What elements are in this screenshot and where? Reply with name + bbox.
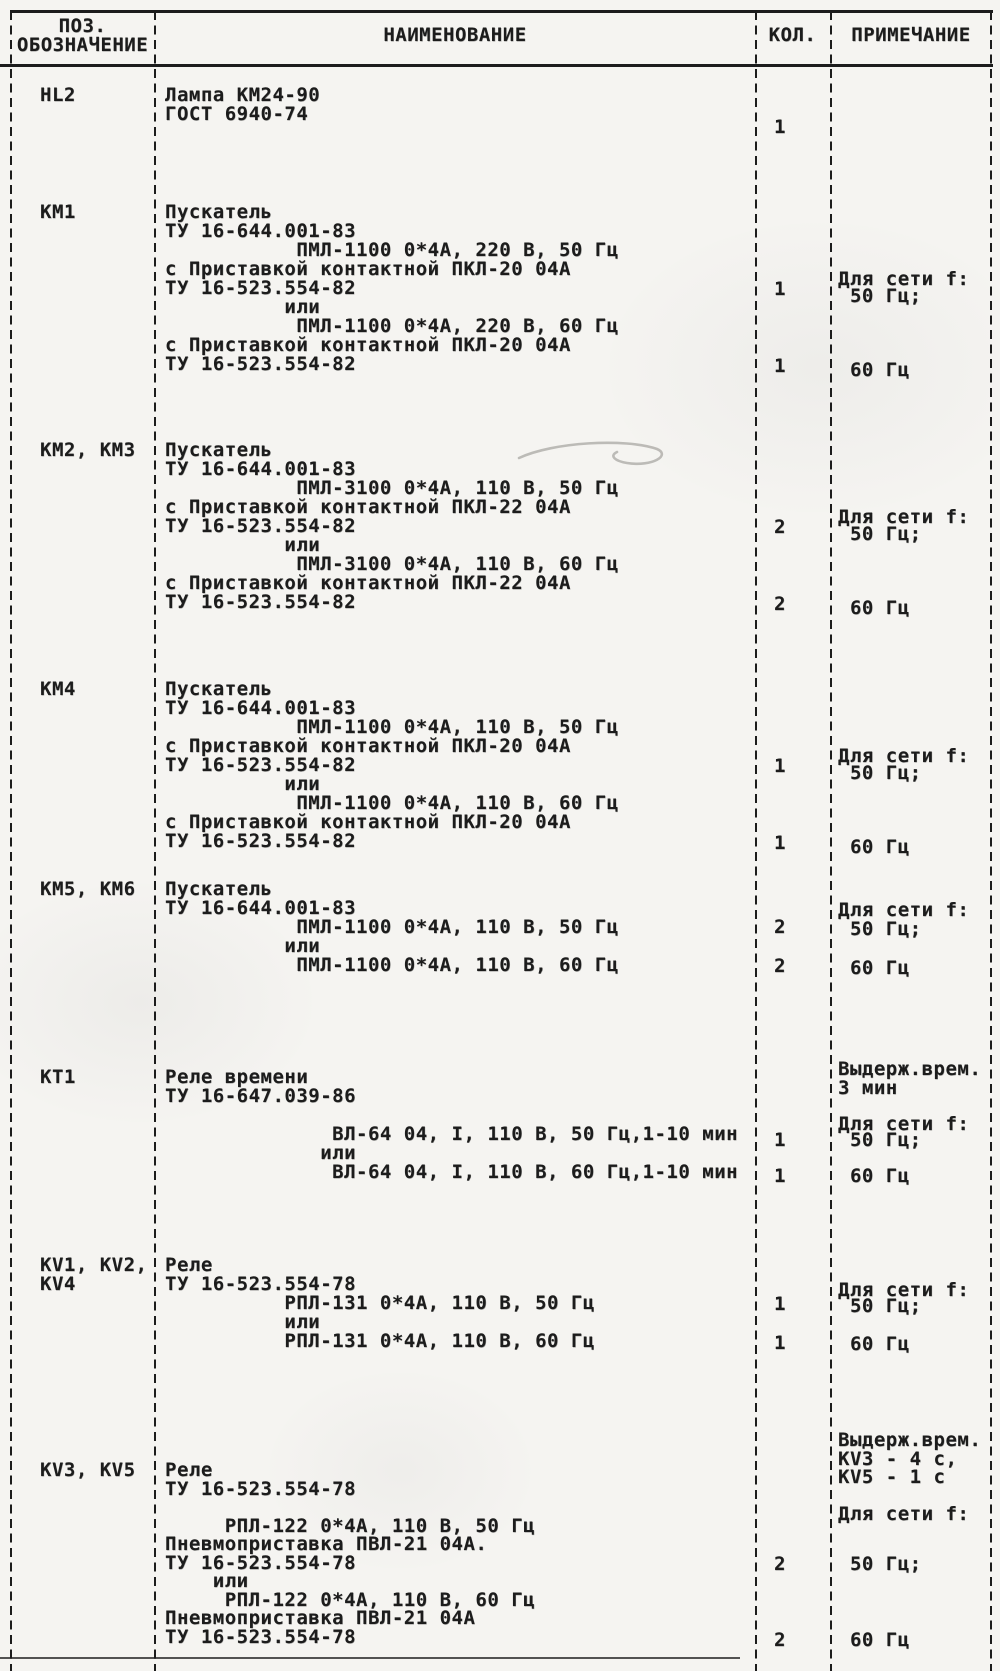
name-line: ТУ 16-523.554-78 [165,1273,357,1295]
name-line: Пускатель [165,678,273,700]
note-line: Выдерж.врем. [838,1058,982,1081]
name-line: ТУ 16-523.554-78 [165,1625,357,1648]
pos-line: KM2, KM3 [40,439,136,461]
header-pos-line1: ПОЗ. [58,15,107,37]
name-line: с Приставкой контактной ПКЛ-20 04А [165,334,571,356]
note-line: Выдерж.врем. [838,1429,982,1452]
note-line: 50 Гц; [838,1553,922,1576]
note-line: KV5 - 1 с [838,1466,946,1489]
name-line: ПМЛ-1100 0*4А, 220 В, 50 Гц [165,239,619,261]
name-line: ТУ 16-523.554-82 [165,353,357,375]
name-line: Пневмоприставка ПВЛ-21 04А [165,1607,476,1629]
note-line: 60 Гц [838,1332,910,1355]
note-line: Для сети f: [838,1503,970,1526]
name-line: с Приставкой контактной ПКЛ-22 04А [165,496,571,518]
header-name: НАИМЕНОВАНИЕ [383,24,527,46]
pencil-mark [505,432,695,482]
pos-line: HL2 [40,84,76,106]
note-line: 50 Гц; [838,917,922,940]
note-line: Для сети f: [838,505,970,528]
name-line: Реле времени [165,1066,309,1088]
note-line: 50 Гц; [838,1128,922,1151]
pos-line: KM4 [40,678,76,700]
name-line: Пневмоприставка ПВЛ-21 04А. [165,1533,488,1555]
qty-value: 2 [774,954,786,977]
name-line: или [165,1311,321,1333]
name-line: РПЛ-122 0*4А, 110 В, 50 Гц [165,1514,536,1537]
note-line: Для сети f: [838,744,970,767]
name-line: ТУ 16-644.001-83 [165,897,357,919]
note-line: 50 Гц; [838,1294,922,1317]
qty-value: 1 [774,1292,786,1315]
name-line: ТУ 16-647.039-86 [165,1085,357,1107]
name-line: ТУ 16-523.554-78 [165,1477,357,1500]
name-line: РПЛ-131 0*4А, 110 В, 60 Гц [165,1330,595,1352]
qty-value: 1 [774,116,786,139]
note-line: 60 Гц [838,956,910,979]
note-line: 60 Гц [838,596,910,619]
qty-value: 2 [774,916,786,938]
name-line: Пускатель [165,439,273,461]
name-line: ПМЛ-3100 0*4А, 110 В, 50 Гц [165,477,619,499]
name-line: ТУ 16-523.554-82 [165,830,357,852]
name-line: или [165,935,321,957]
note-line: Для сети f: [838,267,970,290]
name-line: ВЛ-64 04, I, 110 В, 60 Гц,1-10 мин [165,1161,739,1183]
name-line: с Приставкой контактной ПКЛ-20 04А [165,735,571,757]
name-line: ТУ 16-523.554-78 [165,1551,357,1574]
note-line: Для сети f: [838,1112,970,1135]
name-line: или [165,296,321,318]
name-line: Лампа КМ24-90 [165,84,321,106]
qty-value: 1 [774,354,786,377]
name-line: ТУ 16-644.001-83 [165,458,357,480]
name-line: ВЛ-64 04, I, 110 В, 50 Гц,1-10 мин [165,1123,739,1145]
name-line: ПМЛ-1100 0*4А, 110 В, 60 Гц [165,792,619,814]
qty-value: 2 [774,1629,786,1652]
name-line: ПМЛ-3100 0*4А, 110 В, 60 Гц [165,553,619,575]
name-line: ТУ 16-523.554-82 [165,515,357,537]
name-line: РПЛ-131 0*4А, 110 В, 50 Гц [165,1292,595,1314]
name-line: ТУ 16-523.554-82 [165,277,357,299]
header-note: ПРИМЕЧАНИЕ [851,24,971,46]
name-line: или [165,534,321,556]
name-line: или [165,1142,357,1164]
note-line: Для сети f: [838,1278,970,1301]
pos-line: KM5, KM6 [40,878,136,900]
name-line: ПМЛ-1100 0*4А, 220 В, 60 Гц [165,315,619,337]
pos-line: KT1 [40,1066,76,1088]
pos-line: KV4 [40,1273,76,1295]
name-line: Реле [165,1254,213,1276]
qty-value: 2 [774,515,786,538]
name-line: ТУ 16-523.554-82 [165,591,357,613]
note-line: 50 Гц; [838,761,922,784]
name-line: с Приставкой контактной ПКЛ-20 04А [165,258,571,280]
name-line: или [165,773,321,795]
note-line: Для сети f: [838,898,970,921]
name-line: Пускатель [165,201,273,223]
name-line: с Приставкой контактной ПКЛ-22 04А [165,572,571,594]
name-line: РПЛ-122 0*4А, 110 В, 60 Гц [165,1588,536,1611]
name-line: с Приставкой контактной ПКЛ-20 04А [165,811,571,833]
pos-line: KM1 [40,201,76,223]
header-qty: КОЛ. [768,24,817,46]
qty-value: 1 [774,754,786,777]
note-line: 60 Гц [838,358,910,381]
header-pos-line2: ОБОЗНАЧЕНИЕ [16,34,149,56]
name-line: или [165,1570,249,1592]
name-line: ТУ 16-523.554-82 [165,754,357,776]
note-line: 60 Гц [838,1164,910,1187]
pos-line: KV3, KV5 [40,1459,136,1481]
note-line: 60 Гц [838,1629,910,1652]
note-line: 50 Гц; [838,284,922,307]
name-line: ТУ 16-644.001-83 [165,220,357,242]
qty-value: 1 [774,277,786,300]
qty-value: 1 [774,831,786,854]
pos-line: KV1, KV2, [40,1254,148,1276]
qty-value: 2 [774,1553,786,1576]
name-line: Пускатель [165,878,273,900]
note-line: 3 мин [838,1077,898,1100]
qty-value: 2 [774,592,786,615]
note-line: 60 Гц [838,835,910,858]
qty-value: 1 [774,1331,786,1354]
name-line: ГОСТ 6940-74 [165,103,309,125]
name-line: ПМЛ-1100 0*4А, 110 В, 50 Гц [165,916,619,938]
qty-value: 1 [774,1128,786,1151]
name-line: ПМЛ-1100 0*4А, 110 В, 50 Гц [165,716,619,738]
name-line: ТУ 16-644.001-83 [165,697,357,719]
name-line: ПМЛ-1100 0*4А, 110 В, 60 Гц [165,954,619,976]
note-line: KV3 - 4 с, [838,1447,958,1470]
name-line: Реле [165,1459,213,1481]
qty-value: 1 [774,1164,786,1187]
note-line: 50 Гц; [838,522,922,545]
